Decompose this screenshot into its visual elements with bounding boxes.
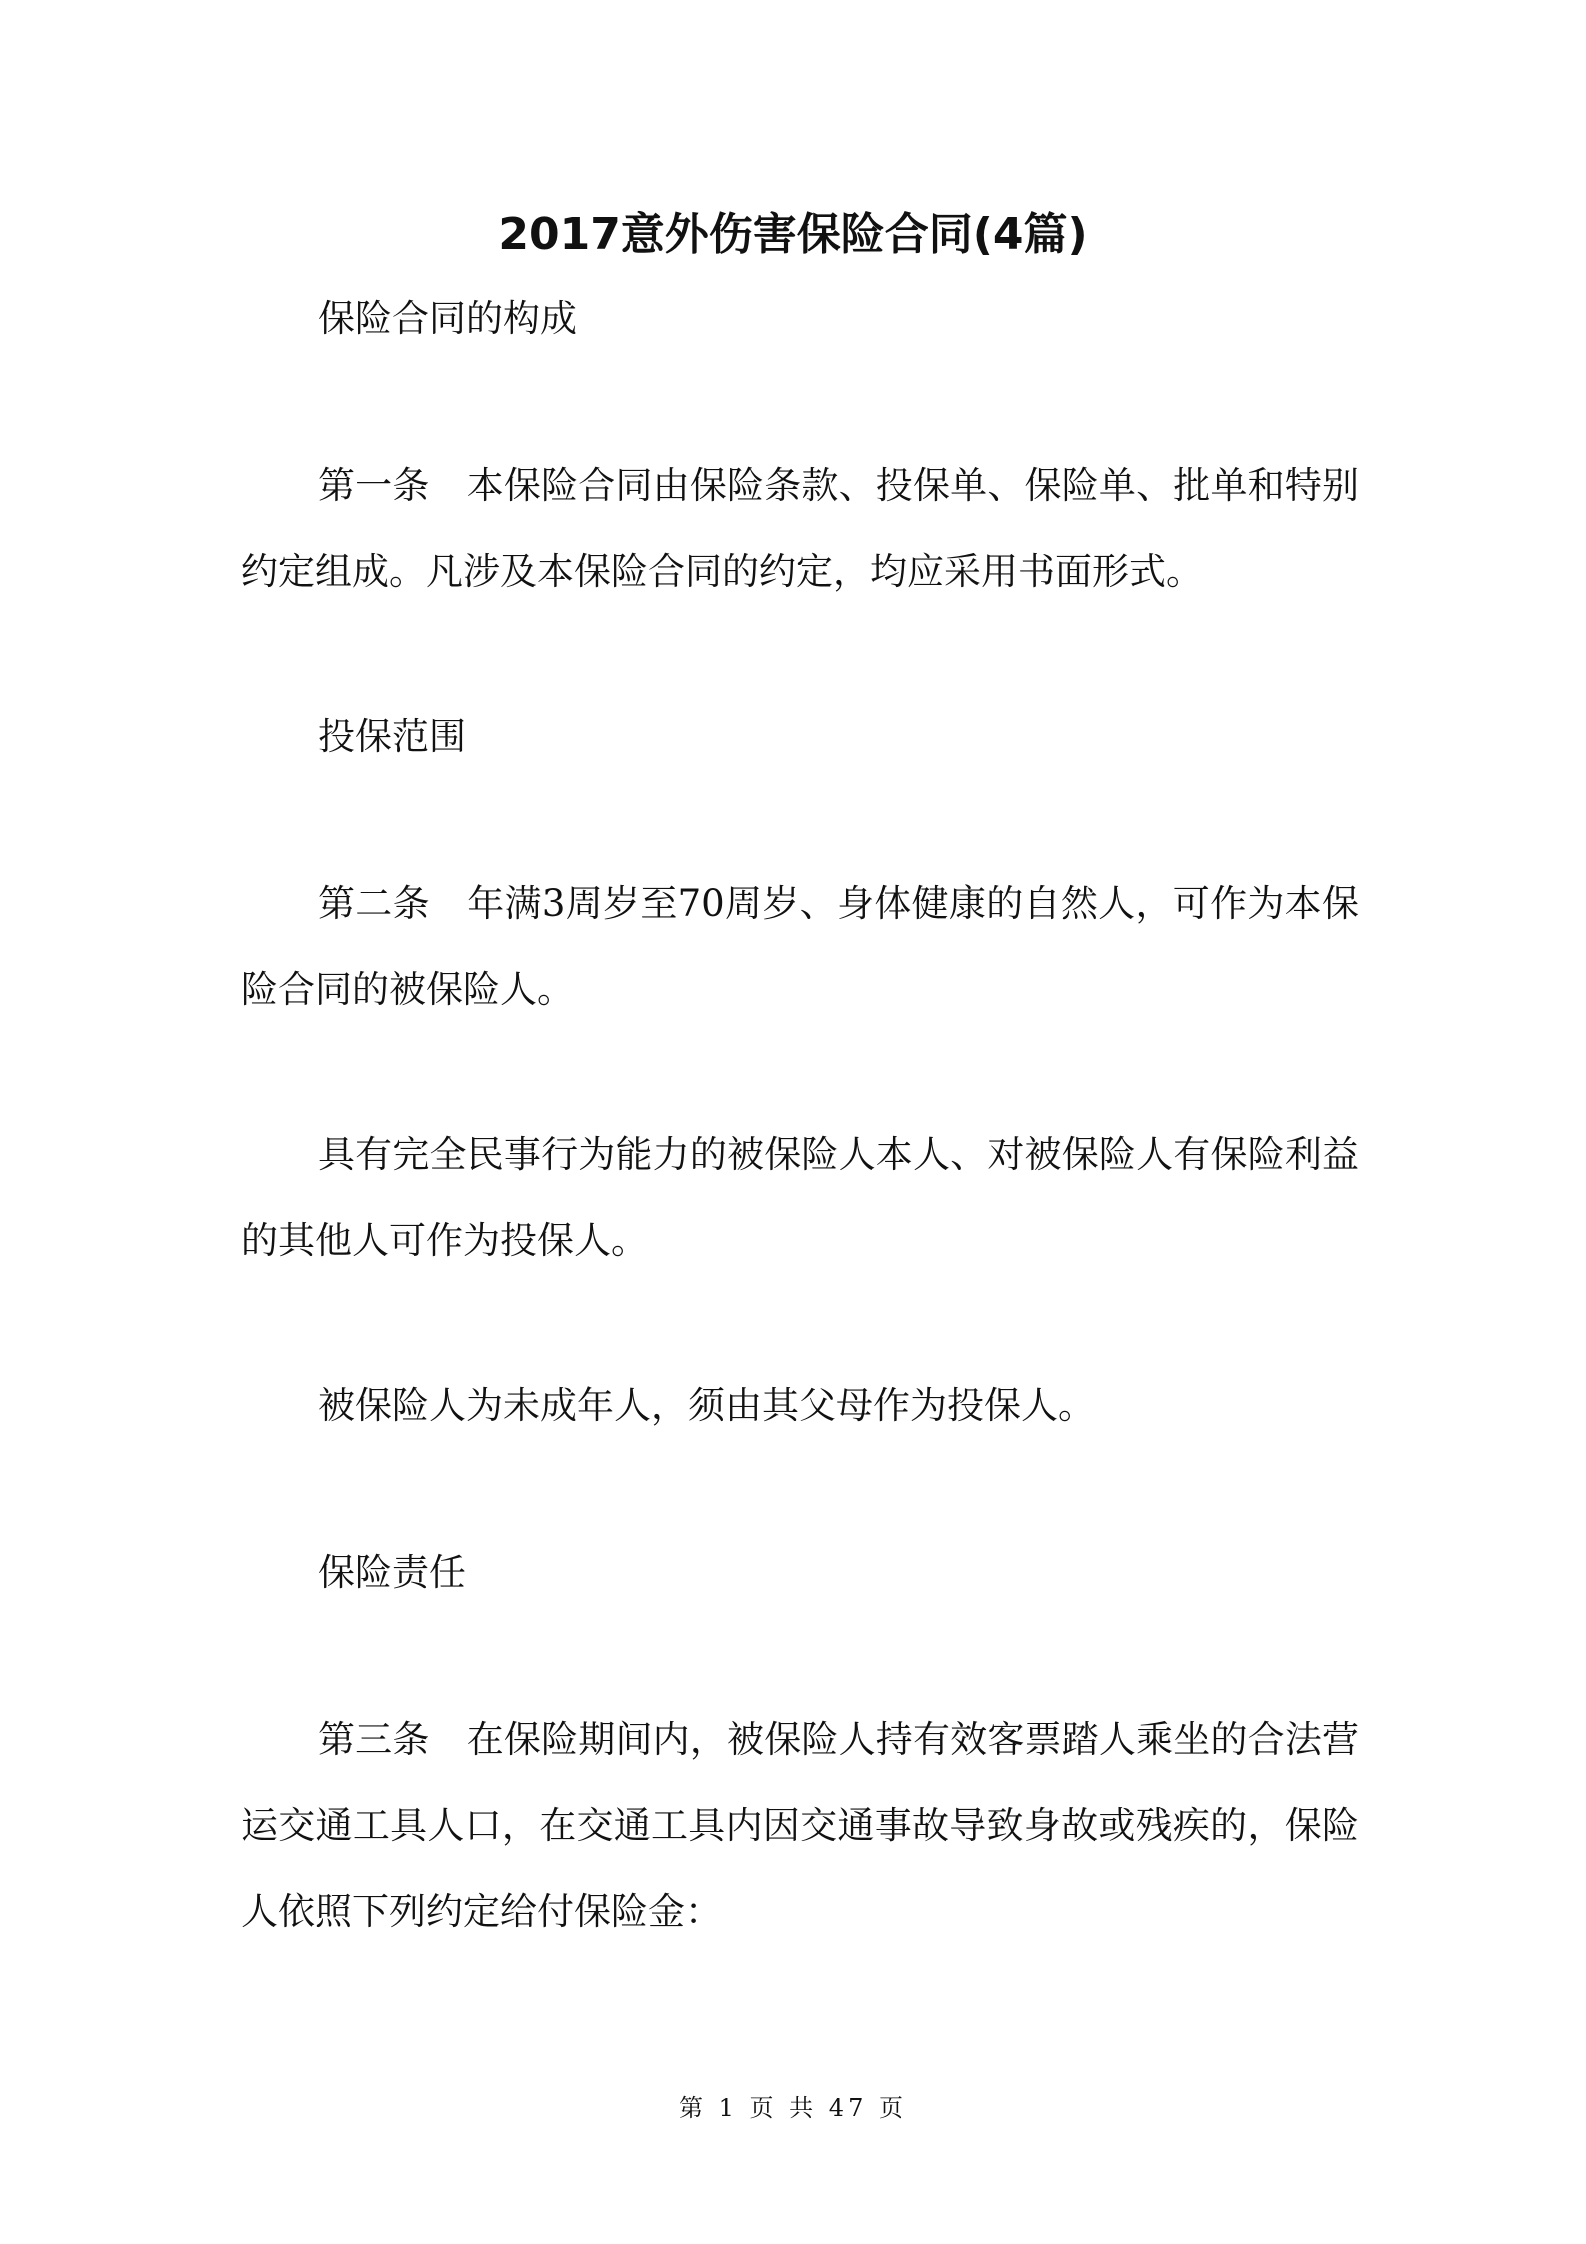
section-heading-scope: 投保范围 (318, 715, 466, 758)
minor-paragraph: 被保险人为未成年人，须由其父母作为投保人。 (318, 1384, 1095, 1427)
article-2-paragraph: 第二条 年满3周岁至70周岁、身体健康的自然人，可作为本保险合同的被保险人。 (241, 882, 1359, 1011)
section-heading-composition: 保险合同的构成 (318, 297, 577, 340)
page-number-footer: 第 1 页 共 47 页 (679, 2094, 907, 2122)
article-3-paragraph: 第三条 在保险期间内，被保险人持有效客票踏人乘坐的合法营运交通工具人口，在交通工具内因交通事故导致身故或残疾的，保险人依照下列约定给付保险金： (241, 1718, 1359, 1933)
article-1-paragraph: 第一条 本保险合同由保险条款、投保单、保险单、批单和特别约定组成。凡涉及本保险合同的约定，均应采用书面形式。 (241, 464, 1359, 593)
section-heading-liability: 保险责任 (318, 1551, 466, 1594)
policyholder-paragraph: 具有完全民事行为能力的被保险人本人、对被保险人有保险利益的其他人可作为投保人。 (241, 1133, 1359, 1262)
document-title: 2017意外伤害保险合同(4篇) (498, 209, 1088, 260)
